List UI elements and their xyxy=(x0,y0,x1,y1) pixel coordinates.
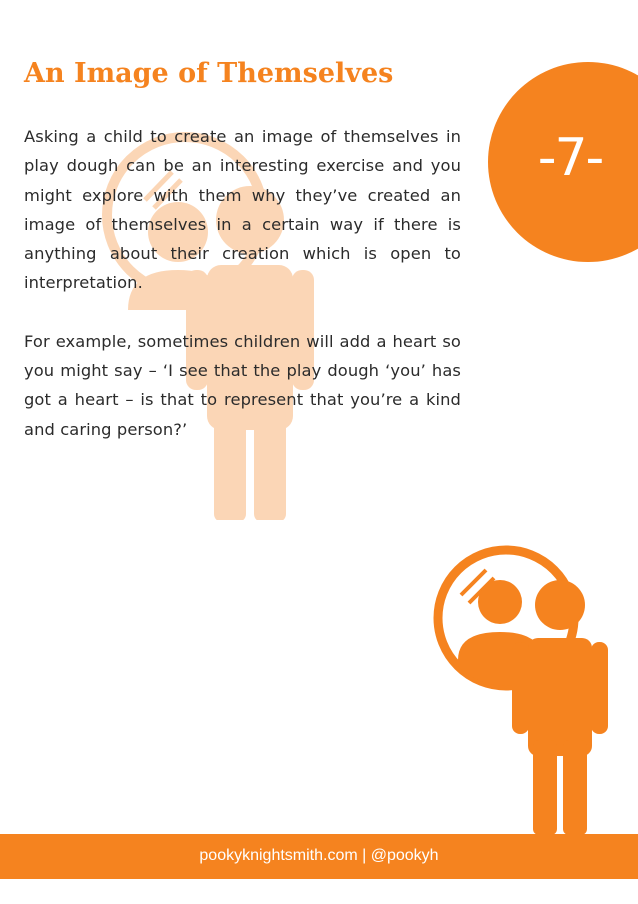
body-text xyxy=(24,122,461,444)
paragraph-1: Asking a child to create an image of themselves in play dough can be an interesting exercise and you might explore with them why they’ve created an image of themselves in a certain way if there is anything about their creation which is open to interpretation. xyxy=(24,127,461,293)
footer-text[interactable]: pookyknightsmith.com | @pookyh xyxy=(199,847,439,864)
paragraph-2: For example, sometimes children will add a heart so you might say – ‘I see that the play dough ‘you’ has got a heart – is that to represent that you’re a kind and caring person?’ xyxy=(24,331,461,439)
person-mirror-icon xyxy=(428,540,608,840)
page-number: -7- xyxy=(537,128,603,188)
page-title: An Image of Themselves xyxy=(24,58,394,89)
